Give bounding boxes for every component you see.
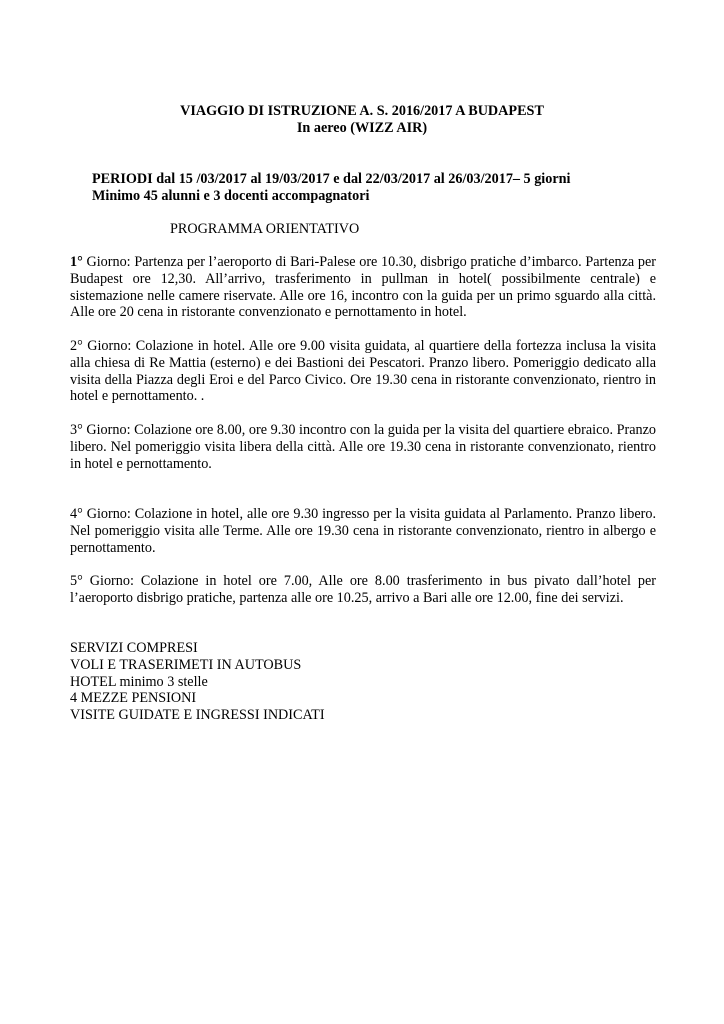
day-4-paragraph xyxy=(70,506,656,556)
services-list xyxy=(70,640,325,724)
services-heading: SERVIZI COMPRESI xyxy=(70,640,198,656)
day-5-paragraph xyxy=(70,573,656,607)
document-title: VIAGGIO DI ISTRUZIONE A. S. 2016/2017 A BUDAPEST xyxy=(180,103,544,119)
list-item: VISITE GUIDATE E INGRESSI INDICATI xyxy=(70,707,325,724)
minimum-participants-line: Minimo 45 alunni e 3 docenti accompagnatori xyxy=(92,188,370,204)
list-item: 4 MEZZE PENSIONI xyxy=(70,690,197,707)
day-2-text: Giorno: Colazione in hotel. Alle ore 9.00 visita guidata, al quartiere della fortezza inclusa la visita alla chiesa di Re Mattia (esterno) e dei Bastioni dei Pescatori. Pranzo libero. Pomeriggio dedicato alla visita della Piazza degli Eroi e del Parco Civico. Ore 19.30 cena in ristorante convenzionato, rientro in hotel e pernottamento. . xyxy=(70,338,656,405)
document-subtitle: In aereo (WIZZ AIR) xyxy=(296,120,428,136)
day-1-text: Giorno: Partenza per l’aeroporto di Bari-Palese ore 10.30, disbrigo pratiche d’imbarco. Partenza per Budapest ore 12,30. All’arrivo, trasferimento in pullman in hotel( possibilmente centrale) e sistemazione nelle camere riservate. Alle ore 16, incontro con la guida per un primo sguardo alla città. Alle ore 20 cena in ristorante convenzionato e pernottamento in hotel. xyxy=(70,254,656,321)
list-item: HOTEL minimo 3 stelle xyxy=(70,673,208,690)
day-2-paragraph xyxy=(70,338,656,405)
day-1-paragraph xyxy=(70,254,656,321)
list-item: VOLI E TRASERIMETI IN AUTOBUS xyxy=(70,656,302,673)
day-3-label: 3° xyxy=(70,422,83,438)
program-heading: PROGRAMMA ORIENTATIVO xyxy=(170,221,360,237)
day-4-text: Giorno: Colazione in hotel, alle ore 9.30 ingresso per la visita guidata al Parlamento. Pranzo libero. Nel pomeriggio visita alle Terme. Alle ore 19.30 cena in ristorante convenzionato, rientro in albergo e pernottamento. xyxy=(70,506,656,556)
day-5-label: 5° xyxy=(70,573,83,589)
day-5-text: Giorno: Colazione in hotel ore 7.00, Alle ore 8.00 trasferimento in bus pivato dall’hotel per l’aeroporto disbrigo pratiche, partenza alle ore 10.25, arrivo a Bari alle ore 12.00, fine dei servizi. xyxy=(70,573,656,606)
periods-line: PERIODI dal 15 /03/2017 al 19/03/2017 e dal 22/03/2017 al 26/03/2017– 5 giorni xyxy=(92,171,571,187)
day-2-label: 2° xyxy=(70,338,83,354)
day-1-label: 1° xyxy=(70,254,83,270)
day-3-paragraph xyxy=(70,422,656,472)
day-4-label: 4° xyxy=(70,506,83,522)
day-3-text: Giorno: Colazione ore 8.00, ore 9.30 incontro con la guida per la visita del quartiere ebraico. Pranzo libero. Nel pomeriggio visita libera della città. Alle ore 19.30 cena in ristorante convenzionato, rientro in hotel e pernottamento. xyxy=(70,422,656,472)
